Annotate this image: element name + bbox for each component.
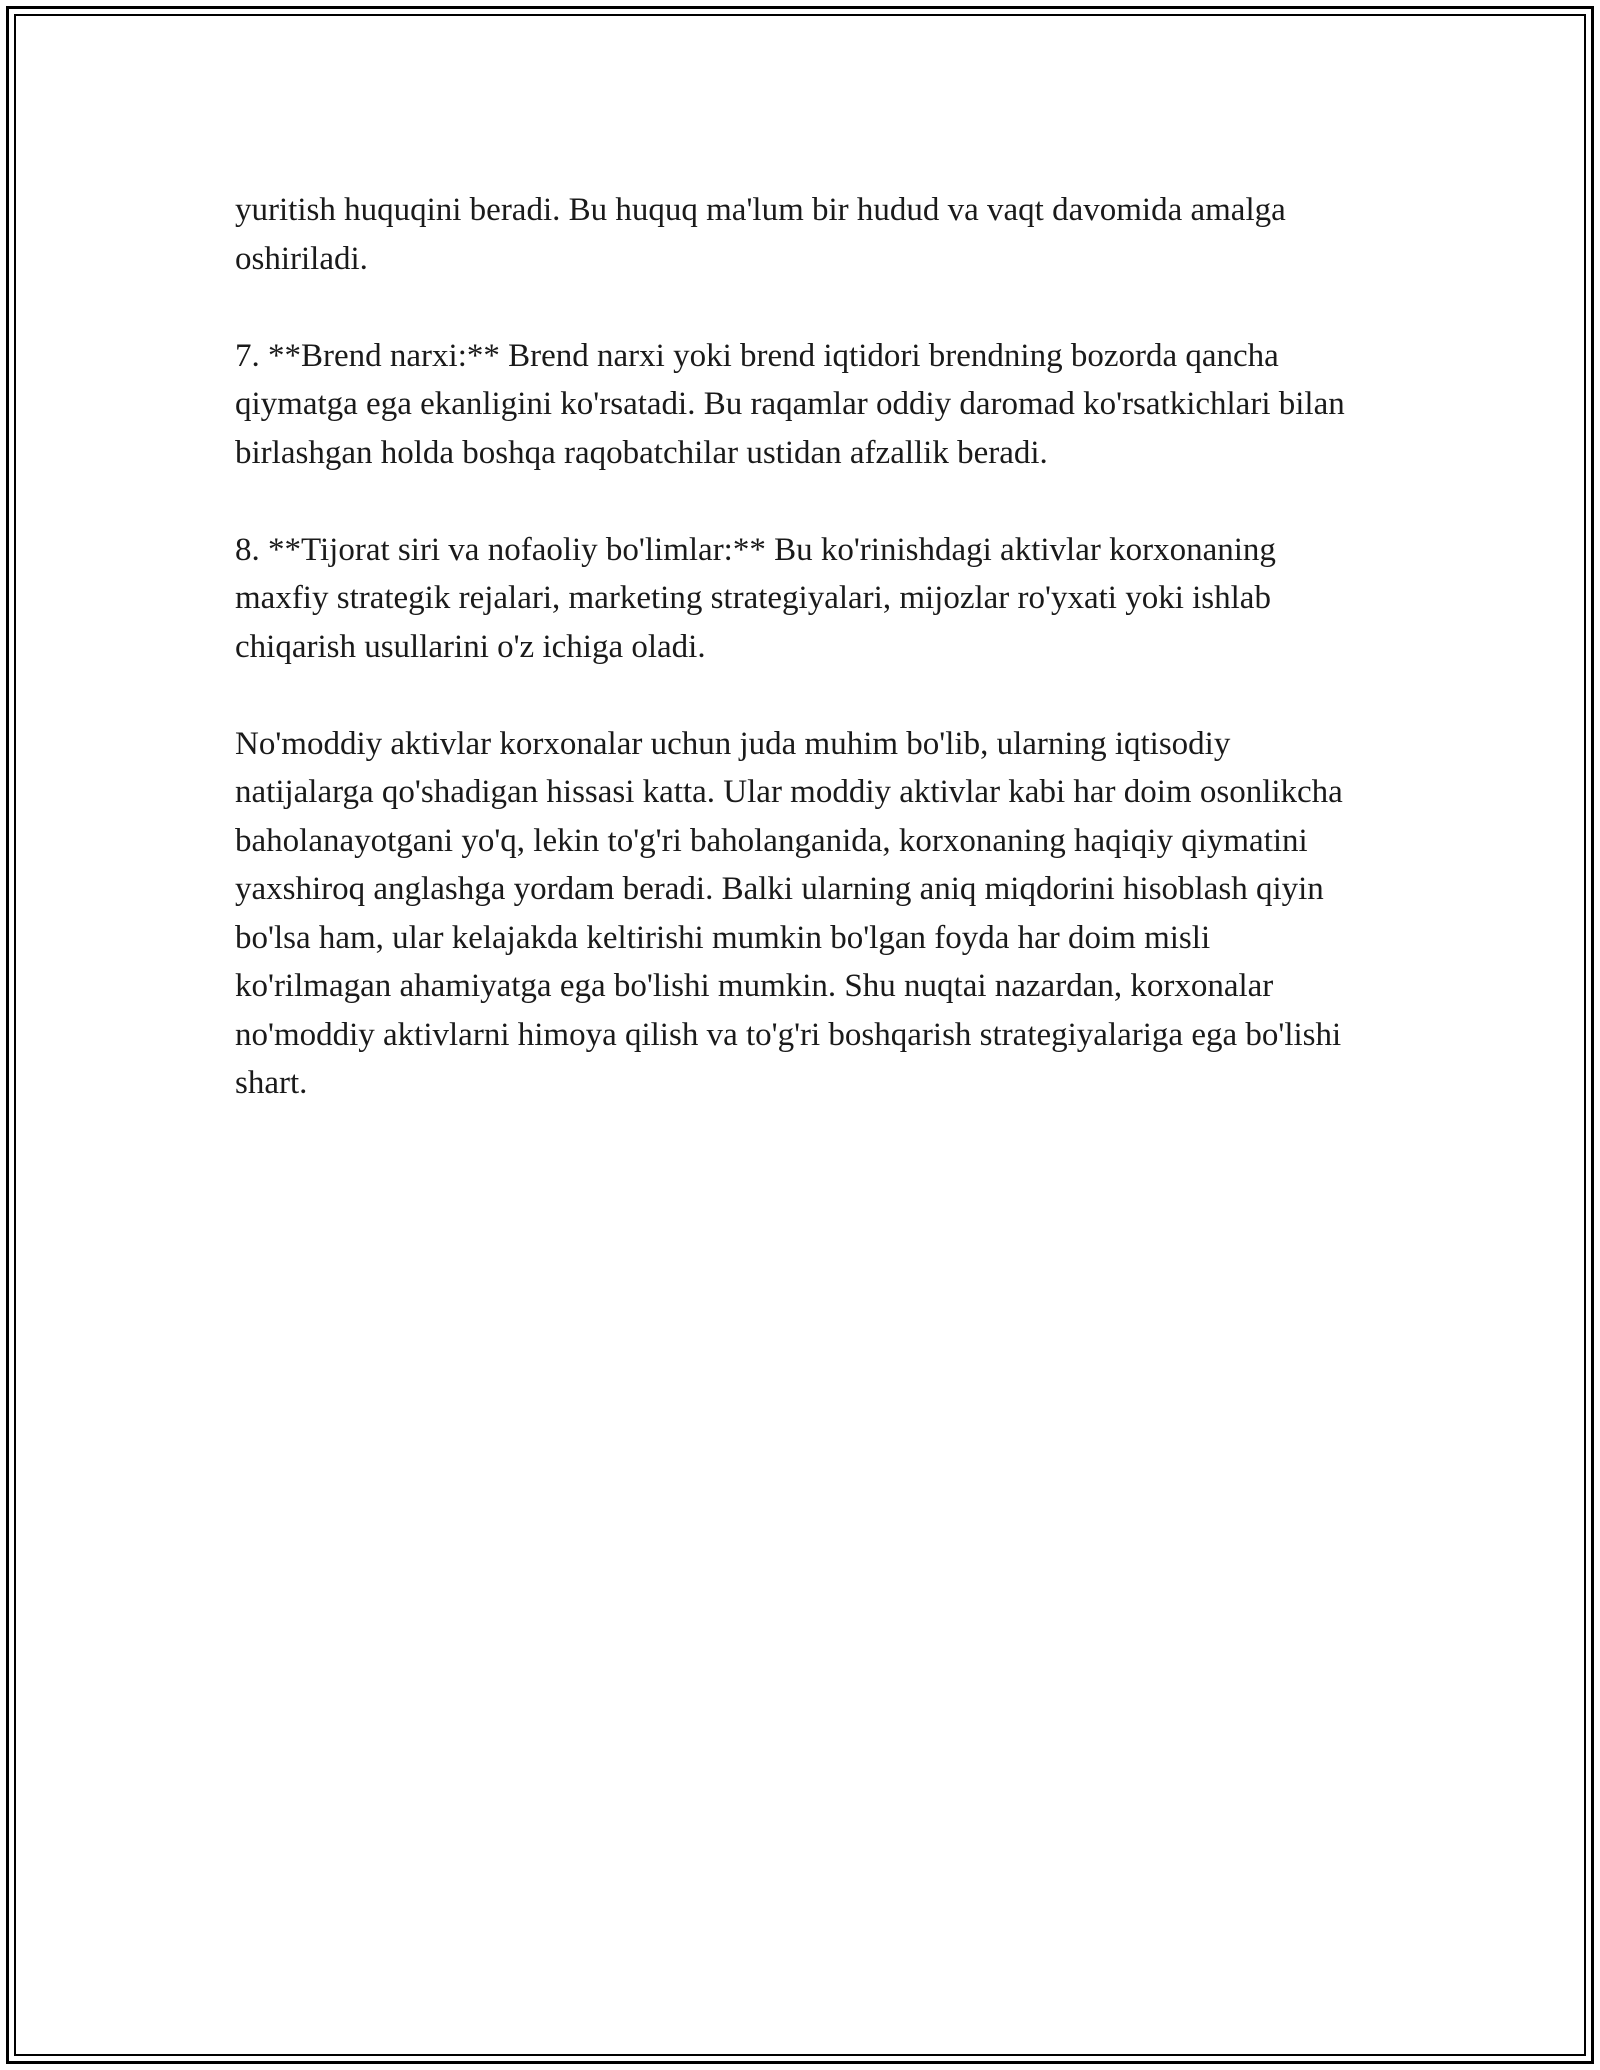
paragraph-continuation: yuritish huquqini beradi. Bu huquq ma'lum bir hudud va vaqt davomida amalga oshiriladi.: [235, 192, 1286, 277]
paragraph-conclusion: No'moddiy aktivlar korxonalar uchun juda muhim bo'lib, ularning iqtisodiy natijalarga qo'shadigan hissasi katta. Ular moddiy aktivlar kabi har doim osonlikcha baholanayotgani yo'q, lekin to'g'ri baholanganida, korxonaning haqiqiy qiymatini yaxshiroq anglashga yordam beradi. Balki ularning aniq miqdorini hisoblash qiyin bo'lsa ham, ular kelajakda keltirishi mumkin bo'lgan foyda har doim misli ko'rilmagan ahamiyatga ega bo'lishi mumkin. Shu nuqtai nazardan, korxonalar no'moddiy aktivlarni himoya qilish va to'g'ri boshqarish strategiyalariga ega bo'lishi shart.: [235, 725, 1343, 1101]
paragraph-brand-value: 7. **Brend narxi:** Brend narxi yoki brend iqtidori brendning bozorda qancha qiymatga ega ekanligini ko'rsatadi. Bu raqamlar oddiy daromad ko'rsatkichlari bilan birlashgan holda boshqa raqobatchilar ustidan afzallik beradi.: [235, 337, 1345, 471]
document-body: [235, 186, 1355, 1156]
paragraph-trade-secret: 8. **Tijorat siri va nofaoliy bo'limlar:** Bu ko'rinishdagi aktivlar korxonaning maxfiy strategik rejalari, marketing strategiyalari, mijozlar ro'yxati yoki ishlab chiqarish usullarini o'z ichiga oladi.: [235, 531, 1276, 665]
